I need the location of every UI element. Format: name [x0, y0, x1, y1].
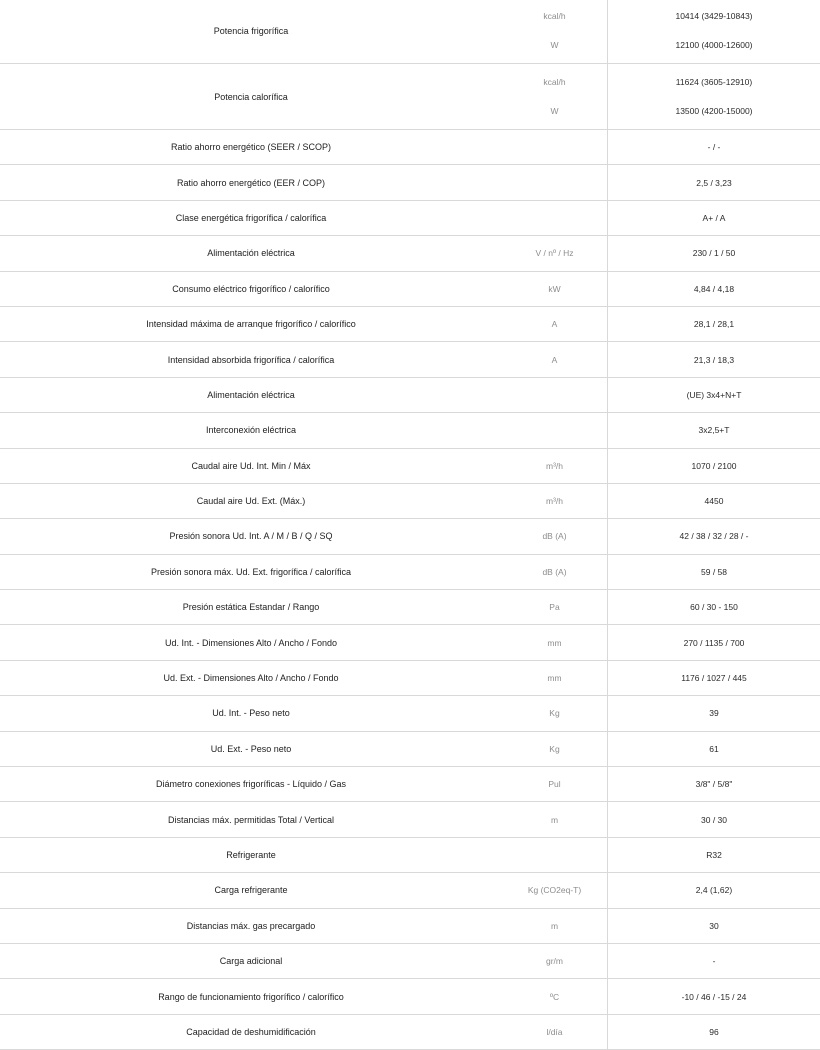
spec-unit: A: [551, 319, 558, 330]
spec-unit-cell: [502, 449, 608, 483]
spec-unit: kcal/h: [543, 11, 566, 22]
spec-unit-cell: [502, 0, 608, 63]
spec-label: Caudal aire Ud. Int. Min / Máx: [191, 460, 311, 471]
spec-unit-cell: [502, 590, 608, 624]
spec-row: [0, 165, 820, 200]
spec-label: Capacidad de deshumidificación: [186, 1026, 316, 1037]
spec-value-cell: [608, 909, 820, 943]
spec-value-cell: [608, 342, 820, 376]
spec-value: 59 / 58: [701, 566, 727, 577]
spec-unit: m³/h: [546, 496, 563, 507]
spec-value-cell: [608, 696, 820, 730]
spec-unit-cell: [502, 732, 608, 766]
spec-unit-cell: [502, 272, 608, 306]
spec-label: Ratio ahorro energético (SEER / SCOP): [170, 142, 332, 153]
spec-unit-cell: [502, 555, 608, 589]
spec-value-cell: [608, 378, 820, 412]
spec-unit: kcal/h: [543, 77, 566, 88]
spec-unit-cell: [502, 838, 608, 872]
spec-value: 60 / 30 - 150: [690, 602, 738, 613]
spec-unit: dB (A): [542, 566, 567, 577]
spec-unit: Kg: [549, 708, 560, 719]
spec-value: 30: [709, 920, 719, 931]
spec-unit-cell: [502, 201, 608, 235]
spec-row: [0, 979, 820, 1014]
spec-value: 4450: [704, 496, 724, 507]
spec-label: Presión sonora máx. Ud. Ext. frigorífica / calorífica: [150, 566, 352, 577]
spec-row: [0, 873, 820, 908]
spec-row: [0, 555, 820, 590]
spec-label: Carga adicional: [219, 956, 283, 967]
spec-unit: Pa: [549, 602, 560, 613]
spec-unit: kW: [548, 283, 561, 294]
spec-unit-cell: [502, 342, 608, 376]
spec-row: [0, 64, 820, 130]
spec-unit-cell: [502, 484, 608, 518]
spec-row: [0, 802, 820, 837]
spec-value-cell: [608, 1015, 820, 1049]
spec-value-cell: [608, 413, 820, 447]
spec-label: Ud. Ext. - Peso neto: [210, 743, 292, 754]
spec-unit-cell: [502, 767, 608, 801]
spec-value: 39: [709, 708, 719, 719]
spec-unit: dB (A): [542, 531, 567, 542]
spec-value-cell: [608, 625, 820, 659]
spec-unit: W: [550, 39, 559, 50]
spec-label: Presión sonora Ud. Int. A / M / B / Q / SQ: [169, 531, 333, 542]
spec-label: Consumo eléctrico frigorífico / calorífico: [172, 283, 330, 294]
spec-unit-cell: [502, 873, 608, 907]
spec-label: Ud. Ext. - Dimensiones Alto / Ancho / Fondo: [163, 673, 339, 684]
spec-label: Intensidad máxima de arranque frigorífico / calorífico: [146, 319, 356, 330]
spec-unit: ºC: [549, 991, 560, 1002]
spec-unit-cell: [502, 979, 608, 1013]
spec-value: 42 / 38 / 32 / 28 / -: [679, 531, 749, 542]
spec-label: Refrigerante: [226, 850, 276, 860]
spec-unit: W: [550, 105, 559, 116]
spec-value: 270 / 1135 / 700: [683, 637, 745, 648]
spec-value: 230 / 1 / 50: [692, 248, 736, 259]
spec-unit-cell: [502, 696, 608, 730]
spec-value: R32: [706, 850, 722, 860]
spec-value-cell: [608, 519, 820, 553]
spec-unit-cell: [502, 64, 608, 129]
spec-label: Diámetro conexiones frigoríficas - Líquido / Gas: [155, 779, 347, 790]
spec-value-cell: [608, 236, 820, 270]
spec-value: 2,5 / 3,23: [696, 177, 732, 188]
spec-value: 61: [709, 743, 719, 754]
spec-unit-cell: [502, 519, 608, 553]
spec-row: [0, 201, 820, 236]
spec-value-cell: [608, 449, 820, 483]
spec-row: [0, 130, 820, 165]
spec-row: [0, 696, 820, 731]
spec-unit: gr/m: [546, 956, 563, 967]
spec-label: Potencia calorífica: [214, 91, 288, 102]
spec-value-cell: [608, 307, 820, 341]
spec-value-cell: [608, 873, 820, 907]
spec-row: [0, 909, 820, 944]
spec-label: Clase energética frigorífica / calorífica: [175, 212, 327, 223]
spec-row: [0, 590, 820, 625]
spec-unit-cell: [502, 165, 608, 199]
spec-label: Interconexión eléctrica: [205, 425, 297, 436]
spec-value: 30 / 30: [701, 814, 727, 825]
spec-unit-cell: [502, 1015, 608, 1049]
spec-value: 28,1 / 28,1: [693, 319, 735, 330]
spec-value: -10 / 46 / -15 / 24: [681, 991, 747, 1002]
spec-label: Carga refrigerante: [214, 885, 288, 896]
spec-row: [0, 0, 820, 64]
spec-unit-cell: [502, 661, 608, 695]
spec-row: [0, 236, 820, 271]
spec-row: [0, 378, 820, 413]
spec-value-cell: [608, 201, 820, 235]
spec-value: 13500 (4200-15000): [675, 105, 753, 116]
spec-value: 96: [709, 1026, 719, 1037]
spec-unit: A: [551, 354, 558, 365]
spec-value-cell: [608, 732, 820, 766]
spec-row: [0, 307, 820, 342]
spec-value-cell: [608, 590, 820, 624]
spec-unit-cell: [502, 625, 608, 659]
spec-unit: m: [550, 920, 559, 931]
spec-unit: mm: [547, 673, 562, 684]
spec-row: [0, 838, 820, 873]
spec-value: 2,4 (1,62): [695, 885, 733, 896]
spec-value-cell: [608, 0, 820, 63]
spec-value: -: [712, 956, 716, 967]
spec-unit: V / nº / Hz: [535, 248, 574, 259]
spec-unit: l/día: [546, 1026, 563, 1037]
spec-value: 11624 (3605-12910): [675, 77, 753, 88]
spec-label: Distancias máx. gas precargado: [186, 920, 316, 931]
spec-value-cell: [608, 64, 820, 129]
spec-unit-cell: [502, 909, 608, 943]
spec-label: Alimentación eléctrica: [207, 389, 295, 400]
spec-label: Ratio ahorro energético (EER / COP): [176, 177, 326, 188]
spec-label: Potencia frigorífica: [213, 25, 289, 36]
spec-row: [0, 944, 820, 979]
spec-unit-cell: [502, 378, 608, 412]
spec-row: [0, 449, 820, 484]
spec-value-cell: [608, 767, 820, 801]
spec-value-cell: [608, 979, 820, 1013]
spec-unit: Kg: [549, 743, 560, 754]
spec-unit-cell: [502, 802, 608, 836]
spec-value: A+ / A: [702, 212, 726, 223]
spec-row: [0, 1015, 820, 1050]
spec-value: 10414 (3429-10843): [675, 11, 753, 22]
spec-label: Presión estática Estandar / Rango: [182, 602, 320, 613]
spec-value: 1176 / 1027 / 445: [681, 673, 747, 684]
spec-unit-cell: [502, 236, 608, 270]
spec-row: [0, 767, 820, 802]
spec-label: Intensidad absorbida frigorífica / calorífica: [167, 354, 335, 365]
spec-row: [0, 519, 820, 554]
spec-value-cell: [608, 838, 820, 872]
spec-value: 1070 / 2100: [691, 460, 737, 471]
spec-label: Ud. Int. - Peso neto: [212, 708, 290, 719]
spec-unit-cell: [502, 307, 608, 341]
spec-value: 4,84 / 4,18: [693, 283, 735, 294]
spec-value-cell: [608, 555, 820, 589]
spec-row: [0, 732, 820, 767]
spec-label: Caudal aire Ud. Ext. (Máx.): [196, 496, 306, 507]
spec-row: [0, 272, 820, 307]
spec-row: [0, 413, 820, 448]
spec-unit: m³/h: [546, 460, 563, 471]
spec-row: [0, 661, 820, 696]
spec-unit-cell: [502, 413, 608, 447]
spec-value: 3x2,5+T: [698, 425, 730, 436]
spec-unit-cell: [502, 944, 608, 978]
spec-value-cell: [608, 130, 820, 164]
spec-value-cell: [608, 272, 820, 306]
spec-value-cell: [608, 944, 820, 978]
spec-unit: mm: [547, 637, 562, 648]
spec-value-cell: [608, 165, 820, 199]
spec-value-cell: [608, 661, 820, 695]
spec-value: (UE) 3x4+N+T: [686, 389, 742, 400]
spec-unit: Pul: [548, 779, 561, 790]
spec-value: 12100 (4000-12600): [675, 39, 753, 50]
spec-value: - / -: [707, 142, 721, 153]
spec-unit: m: [550, 814, 559, 825]
spec-row: [0, 484, 820, 519]
spec-label: Ud. Int. - Dimensiones Alto / Ancho / Fondo: [164, 637, 338, 648]
spec-unit: Kg (CO2eq-T): [527, 885, 582, 896]
spec-value: 3/8" / 5/8": [695, 779, 733, 790]
spec-value: 21,3 / 18,3: [693, 354, 735, 365]
spec-label: Alimentación eléctrica: [207, 248, 295, 259]
spec-label: Rango de funcionamiento frigorífico / calorífico: [158, 991, 344, 1002]
spec-label: Distancias máx. permitidas Total / Vertical: [168, 814, 334, 825]
spec-unit-cell: [502, 130, 608, 164]
spec-row: [0, 625, 820, 660]
spec-value-cell: [608, 802, 820, 836]
spec-row: [0, 342, 820, 377]
spec-value-cell: [608, 484, 820, 518]
